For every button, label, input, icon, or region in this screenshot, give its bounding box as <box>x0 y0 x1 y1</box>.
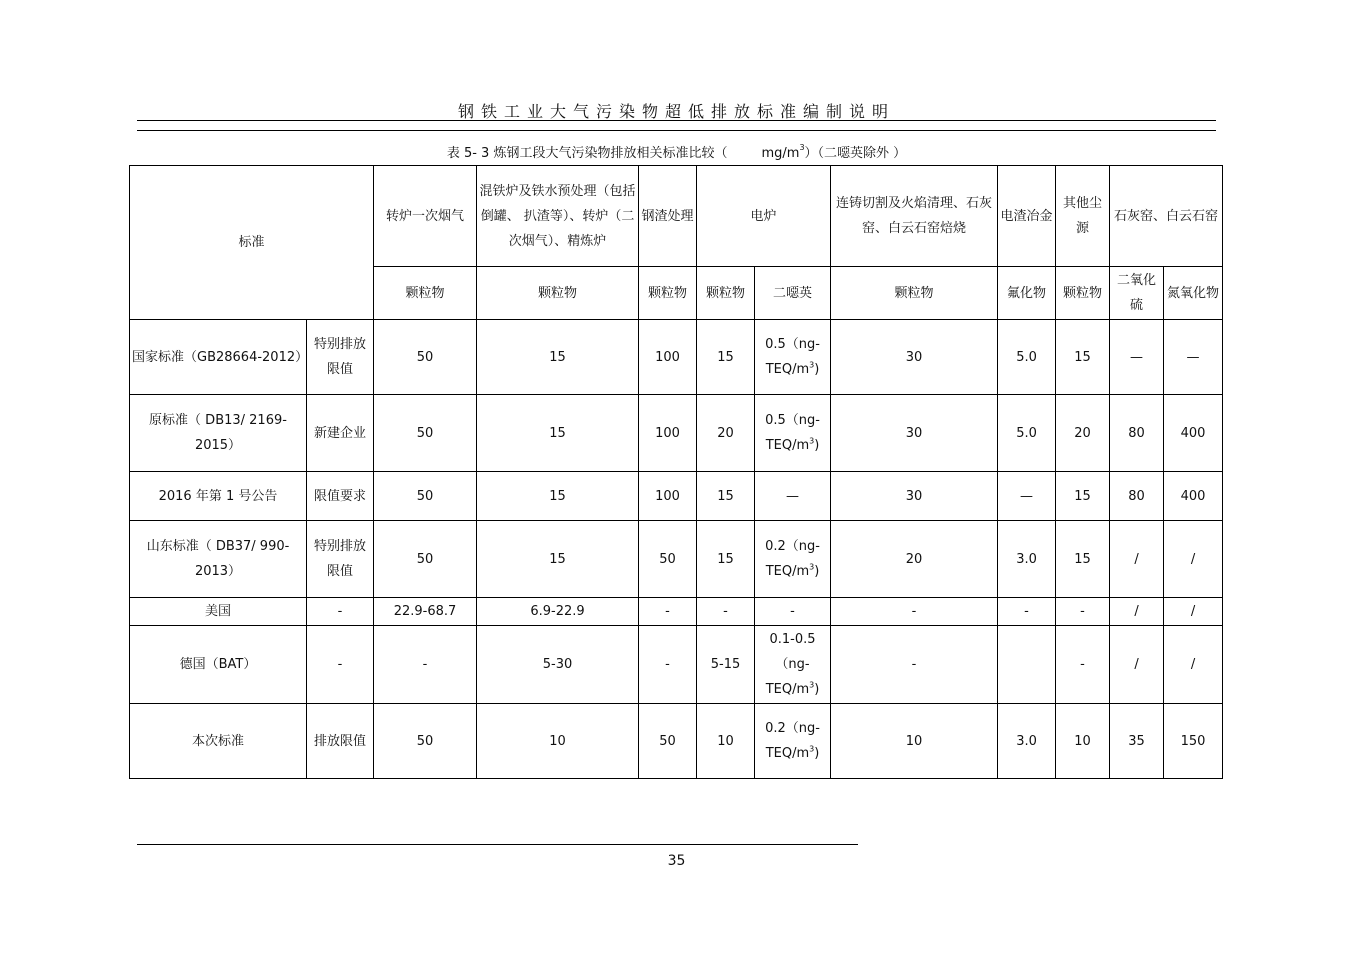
unit-sup: 3 <box>809 562 815 572</box>
value-cell: 20 <box>831 521 998 598</box>
header-cell: 颗粒物 <box>1056 267 1110 320</box>
value-cell: / <box>1164 521 1223 598</box>
limit-type-cell: 特别排放限值 <box>307 521 374 598</box>
value-cell: - <box>639 626 697 704</box>
value-cell: 80 <box>1110 472 1164 521</box>
value-cell: / <box>1164 626 1223 704</box>
value-cell: 20 <box>697 395 755 472</box>
header-rule <box>137 120 1216 121</box>
value-cell: 15 <box>1056 521 1110 598</box>
value-cell: / <box>1110 598 1164 626</box>
header-cell: 连铸切割及火焰清理、石灰窑、白云石窑焙烧 <box>831 166 998 267</box>
standard-name-cell: 德国（BAT） <box>130 626 307 704</box>
header-cell: 二噁英 <box>755 267 831 320</box>
dioxin-value: 0.1-0.5（ng-TEQ/m <box>765 632 816 697</box>
limit-type-cell: - <box>307 626 374 704</box>
header-cell: 电炉 <box>697 166 831 267</box>
standard-name-cell: 美国 <box>130 598 307 626</box>
value-cell: - <box>998 598 1056 626</box>
header-cell: 其他尘源 <box>1056 166 1110 267</box>
value-cell: — <box>998 472 1056 521</box>
value-cell: 10 <box>697 704 755 779</box>
header-cell: 混铁炉及铁水预处理（包括倒罐、 扒渣等）、转炉（二次烟气）、精炼炉 <box>477 166 639 267</box>
caption-unit: mg/m <box>761 146 800 161</box>
limit-type-cell: 特别排放限值 <box>307 320 374 395</box>
header-cell: 颗粒物 <box>697 267 755 320</box>
table-row <box>130 598 1223 626</box>
unit-sup: 3 <box>809 360 815 370</box>
table-row <box>130 472 1223 521</box>
value-cell: 15 <box>477 395 639 472</box>
value-cell: 15 <box>697 472 755 521</box>
value-cell: 5.0 <box>998 320 1056 395</box>
dioxin-value-cell: $0.2(ng-TEQ/m^3)$ <box>755 521 831 598</box>
dioxin-value-cell: $0.1-0.5(ng-TEQ/m^3)$ <box>755 626 831 704</box>
limit-type-cell: - <box>307 598 374 626</box>
standards-comparison-table <box>129 165 1223 779</box>
dioxin-value: 0.2（ng-TEQ/m <box>765 539 820 579</box>
value-cell: 100 <box>639 472 697 521</box>
value-cell: 30 <box>831 472 998 521</box>
table-caption <box>0 142 1353 161</box>
footer-rule <box>137 844 858 845</box>
value-cell: 22.9-68.7 <box>374 598 477 626</box>
table-row <box>130 626 1223 704</box>
dioxin-value: 0.5（ng-TEQ/m <box>765 337 820 377</box>
caption-prefix: 表 5- 3 炼钢工段大气污染物排放相关标准比较（ <box>446 146 728 161</box>
value-cell: 50 <box>639 521 697 598</box>
header-cell: 颗粒物 <box>831 267 998 320</box>
value-cell: 100 <box>639 395 697 472</box>
dioxin-value-cell: $0.5(ng-TEQ/m^3)$ <box>755 320 831 395</box>
value-cell: 5-15 <box>697 626 755 704</box>
value-cell: 50 <box>374 472 477 521</box>
standard-name-cell: 山东标准（ DB37/ 990-2013） <box>130 521 307 598</box>
value-cell: 10 <box>831 704 998 779</box>
value-cell: 35 <box>1110 704 1164 779</box>
dioxin-value: 0.2（ng-TEQ/m <box>765 721 820 761</box>
value-cell <box>998 626 1056 704</box>
header-cell: 氮氧化物 <box>1164 267 1223 320</box>
value-cell: — <box>1110 320 1164 395</box>
value-cell: 6.9-22.9 <box>477 598 639 626</box>
unit-sup: 3 <box>809 436 815 446</box>
value-cell: - <box>697 598 755 626</box>
value-cell: 15 <box>1056 320 1110 395</box>
header-cell: 钢渣处理 <box>639 166 697 267</box>
standard-name-cell: 2016 年第 1 号公告 <box>130 472 307 521</box>
dioxin-value-cell: $0.2(ng-TEQ/m^3)$ <box>755 704 831 779</box>
value-cell: 50 <box>639 704 697 779</box>
value-cell: 400 <box>1164 395 1223 472</box>
standard-name-cell: 国家标准（GB28664-2012） <box>130 320 307 395</box>
value-cell: 5.0 <box>998 395 1056 472</box>
header-cell: 电渣冶金 <box>998 166 1056 267</box>
value-cell: 50 <box>374 395 477 472</box>
value-cell: 10 <box>477 704 639 779</box>
value-cell: - <box>1056 626 1110 704</box>
header-rule <box>137 130 1216 131</box>
caption-unit-sup: 3 <box>799 142 805 152</box>
value-cell: / <box>1110 521 1164 598</box>
value-cell: 10 <box>1056 704 1110 779</box>
value-cell: 3.0 <box>998 704 1056 779</box>
header-cell: 颗粒物 <box>477 267 639 320</box>
value-cell: - <box>831 626 998 704</box>
document-header-title: 钢铁工业大气污染物超低排放标准编制说明 <box>457 102 895 121</box>
value-cell: - <box>831 598 998 626</box>
dioxin-value: 0.5（ng-TEQ/m <box>765 413 820 453</box>
header-cell: 标准 <box>130 166 374 320</box>
table-row <box>130 320 1223 395</box>
value-cell: 50 <box>374 704 477 779</box>
value-cell: 80 <box>1110 395 1164 472</box>
value-cell: - <box>374 626 477 704</box>
header-cell: 颗粒物 <box>639 267 697 320</box>
value-cell: 3.0 <box>998 521 1056 598</box>
unit-sup: 3 <box>809 680 815 690</box>
value-cell: 30 <box>831 395 998 472</box>
value-cell: 50 <box>374 521 477 598</box>
value-cell: 400 <box>1164 472 1223 521</box>
table-row <box>130 704 1223 779</box>
value-cell: - <box>639 598 697 626</box>
value-cell: 15 <box>477 521 639 598</box>
limit-type-cell: 新建企业 <box>307 395 374 472</box>
table-row <box>130 521 1223 598</box>
header-cell: 颗粒物 <box>374 267 477 320</box>
table-row <box>130 395 1223 472</box>
standard-name-cell: 本次标准 <box>130 704 307 779</box>
header-cell: 石灰窑、白云石窑 <box>1110 166 1223 267</box>
value-cell: - <box>755 598 831 626</box>
value-cell: — <box>755 472 831 521</box>
value-cell: — <box>1164 320 1223 395</box>
value-cell: 15 <box>697 320 755 395</box>
value-cell: 20 <box>1056 395 1110 472</box>
value-cell: / <box>1110 626 1164 704</box>
value-cell: / <box>1164 598 1223 626</box>
header-cell: 转炉一次烟气 <box>374 166 477 267</box>
value-cell: 15 <box>477 472 639 521</box>
value-cell: 30 <box>831 320 998 395</box>
standard-name-cell: 原标准（ DB13/ 2169-2015） <box>130 395 307 472</box>
value-cell: 5-30 <box>477 626 639 704</box>
page-number: 35 <box>667 853 686 869</box>
value-cell: 15 <box>1056 472 1110 521</box>
header-cell: 氟化物 <box>998 267 1056 320</box>
value-cell: 150 <box>1164 704 1223 779</box>
limit-type-cell: 限值要求 <box>307 472 374 521</box>
caption-suffix: ）（二噁英除外 ） <box>804 146 907 161</box>
header-row <box>130 166 1223 267</box>
value-cell: - <box>1056 598 1110 626</box>
header-cell: 二氧化硫 <box>1110 267 1164 320</box>
value-cell: 15 <box>477 320 639 395</box>
value-cell: 15 <box>697 521 755 598</box>
dioxin-value-cell: $0.5(ng-TEQ/m^3)$ <box>755 395 831 472</box>
limit-type-cell: 排放限值 <box>307 704 374 779</box>
value-cell: 50 <box>374 320 477 395</box>
unit-sup: 3 <box>809 744 815 754</box>
value-cell: 100 <box>639 320 697 395</box>
